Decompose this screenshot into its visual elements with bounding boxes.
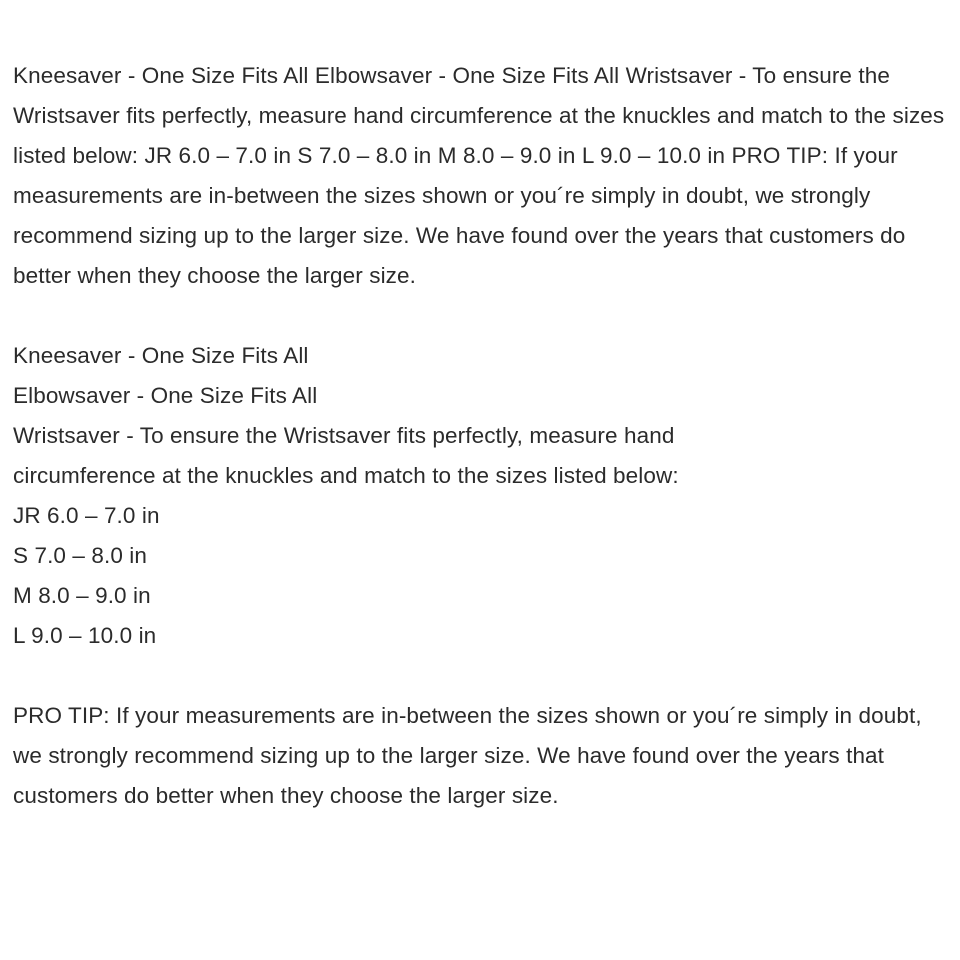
paragraph-spacer [13,656,946,696]
size-row-m: M 8.0 – 9.0 in [13,583,151,608]
wristsaver-intro-line-1: Wristsaver - To ensure the Wristsaver fits perfectly, measure hand [13,423,675,448]
list-item: Elbowsaver - One Size Fits All [13,383,318,408]
paragraph-spacer [13,296,946,336]
size-row-l: L 9.0 – 10.0 in [13,623,157,648]
size-row-jr: JR 6.0 – 7.0 in [13,503,160,528]
size-row-s: S 7.0 – 8.0 in [13,543,147,568]
wristsaver-intro-line-2: circumference at the knuckles and match to the sizes listed below: [13,463,679,488]
summary-paragraph: Kneesaver - One Size Fits All Elbowsaver - One Size Fits All Wristsaver - To ensure the Wristsaver fits perfectly, measure hand circumference at the knuckles and match to the sizes listed below: JR 6.0 – 7.0 in S 7.0 – 8.0 in M 8.0 – 9.0 in L 9.0 – 10.0 in PRO TIP: If your measurements are in-between the sizes shown or you´re simply in doubt, we strongly recommend sizing up to the larger size. We have found over the years that customers do better when they choose the larger size. [13,63,945,288]
pro-tip-paragraph: PRO TIP: If your measurements are in-between the sizes shown or you´re simply in doubt, we strongly recommend sizing up to the larger size. We have found over the years that customers do better when they choose the larger size. [13,703,922,808]
product-size-list [13,336,946,656]
list-item: Kneesaver - One Size Fits All [13,343,309,368]
